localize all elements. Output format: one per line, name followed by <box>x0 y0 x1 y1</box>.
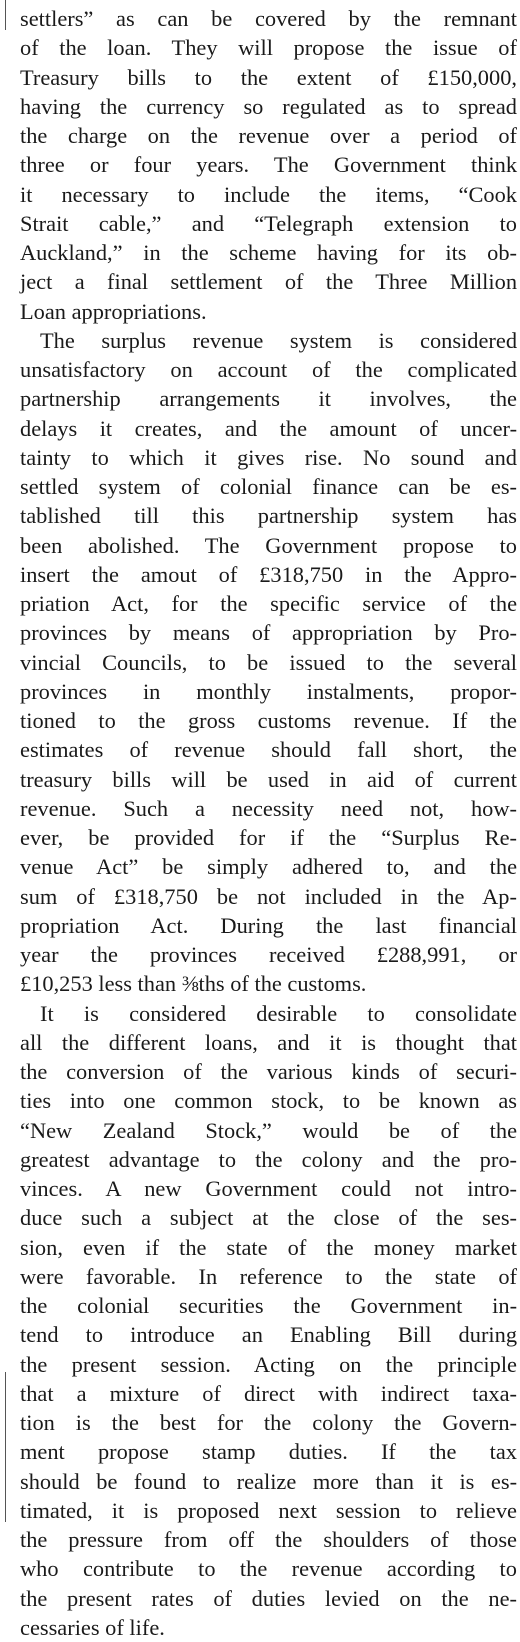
article-column <box>20 4 517 1642</box>
text-line: estimates of revenue should fall short, the <box>20 735 517 764</box>
text-line: the colonial securities the Government in- <box>20 1291 517 1320</box>
text-line: tion is the best for the colony the Govern- <box>20 1408 517 1437</box>
text-line: venue Act” be simply adhered to, and the <box>20 852 517 881</box>
text-line: ment propose stamp duties. If the tax <box>20 1437 517 1466</box>
text-line: tainty to which it gives rise. No sound and <box>20 443 517 472</box>
text-line: Loan appropriations. <box>20 297 517 326</box>
column-rule-bottom <box>5 1372 6 1522</box>
column-rule-top <box>5 0 6 30</box>
text-line: treasury bills will be used in aid of current <box>20 765 517 794</box>
text-line: the present session. Acting on the principle <box>20 1350 517 1379</box>
text-line: It is considered desirable to consolidate <box>20 999 517 1028</box>
text-line: timated, it is proposed next session to relieve <box>20 1496 517 1525</box>
text-line: The surplus revenue system is considered <box>20 326 517 355</box>
text-line: delays it creates, and the amount of uncer- <box>20 414 517 443</box>
text-line: settlers” as can be covered by the remnant <box>20 4 517 33</box>
text-line: unsatisfactory on account of the complicated <box>20 355 517 384</box>
text-line: been abolished. The Government propose to <box>20 531 517 560</box>
text-line: vincial Councils, to be issued to the several <box>20 648 517 677</box>
text-line: ties into one common stock, to be known as <box>20 1086 517 1115</box>
text-line: duce such a subject at the close of the ses- <box>20 1203 517 1232</box>
text-line: it necessary to include the items, “Cook <box>20 180 517 209</box>
text-line: tablished till this partnership system has <box>20 501 517 530</box>
text-line: three or four years. The Government think <box>20 150 517 179</box>
text-line: sum of £318,750 be not included in the Ap- <box>20 882 517 911</box>
text-line: who contribute to the revenue according to <box>20 1554 517 1583</box>
text-line: ject a final settlement of the Three Million <box>20 267 517 296</box>
text-line: the conversion of the various kinds of securi- <box>20 1057 517 1086</box>
text-line: ever, be provided for if the “Surplus Re- <box>20 823 517 852</box>
text-line: tioned to the gross customs revenue. If the <box>20 706 517 735</box>
text-line: all the different loans, and it is thought that <box>20 1028 517 1057</box>
text-line: settled system of colonial finance can be es- <box>20 472 517 501</box>
text-line: sion, even if the state of the money market <box>20 1233 517 1262</box>
text-line: partnership arrangements it involves, the <box>20 384 517 413</box>
text-line: that a mixture of direct with indirect taxa- <box>20 1379 517 1408</box>
text-line: the charge on the revenue over a period of <box>20 121 517 150</box>
text-line: insert the amout of £318,750 in the Appro- <box>20 560 517 589</box>
text-line: Treasury bills to the extent of £150,000, <box>20 63 517 92</box>
text-line: the present rates of duties levied on the ne- <box>20 1584 517 1613</box>
text-line: £10,253 less than ⅜ths of the customs. <box>20 969 517 998</box>
text-line: having the currency so regulated as to spread <box>20 92 517 121</box>
text-line: propriation Act. During the last financial <box>20 911 517 940</box>
text-line: Auckland,” in the scheme having for its ob- <box>20 238 517 267</box>
article-paragraph <box>20 4 517 326</box>
text-line: “New Zealand Stock,” would be of the <box>20 1116 517 1145</box>
text-line: cessaries of life. <box>20 1613 517 1642</box>
text-line: tend to introduce an Enabling Bill during <box>20 1320 517 1349</box>
article-paragraph <box>20 326 517 999</box>
text-line: vinces. A new Government could not intro- <box>20 1174 517 1203</box>
text-line: of the loan. They will propose the issue of <box>20 33 517 62</box>
article-paragraph <box>20 999 517 1642</box>
text-line: provinces by means of appropriation by Pro- <box>20 618 517 647</box>
text-line: year the provinces received £288,991, or <box>20 940 517 969</box>
text-line: the pressure from off the shoulders of those <box>20 1525 517 1554</box>
text-line: greatest advantage to the colony and the pro- <box>20 1145 517 1174</box>
text-line: priation Act, for the specific service of the <box>20 589 517 618</box>
text-line: Strait cable,” and “Telegraph extension to <box>20 209 517 238</box>
text-line: provinces in monthly instalments, propor- <box>20 677 517 706</box>
text-line: revenue. Such a necessity need not, how- <box>20 794 517 823</box>
text-line: should be found to realize more than it is es- <box>20 1467 517 1496</box>
text-line: were favorable. In reference to the state of <box>20 1262 517 1291</box>
